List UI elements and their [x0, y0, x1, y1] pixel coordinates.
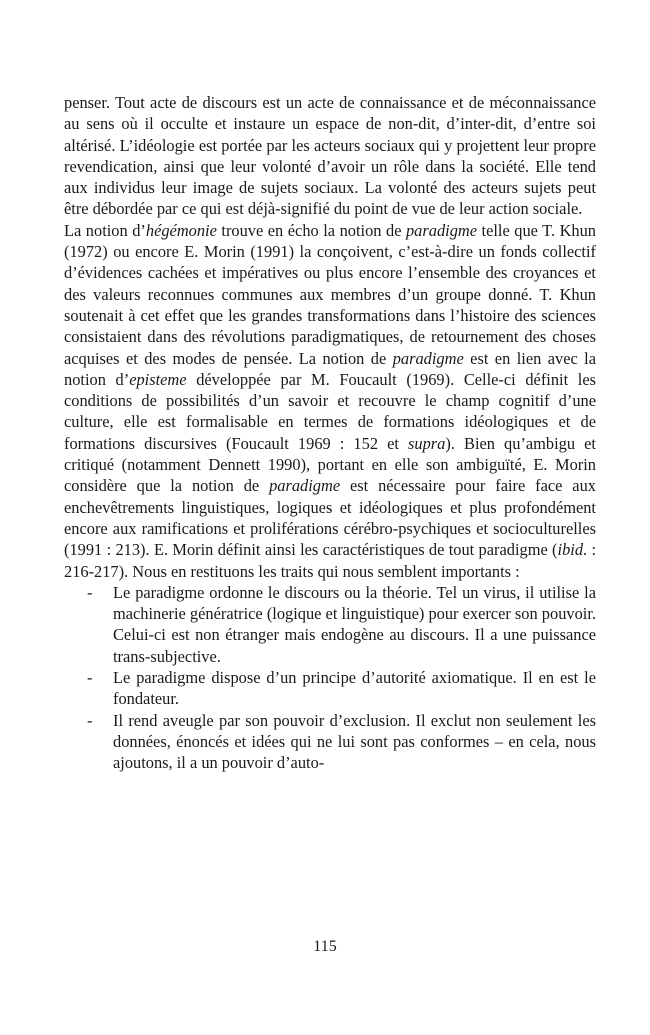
page-number: 115 — [313, 938, 337, 955]
list-dash: - — [87, 582, 93, 602]
text-run: trouve en écho la notion de — [216, 220, 406, 240]
page-body — [64, 92, 596, 774]
italic-term: episteme — [129, 369, 187, 389]
italic-term: hégémonie — [145, 220, 217, 240]
text-run: telle que T. Khun (1972) ou encore E. Morin (1991) la conçoivent, c’est-à-dire un fonds collectif d’évidences cachées et impératives ou plus encore l’ensemble des croyances et des valeurs reconnues communes aux membres d’un groupe donné. T. Khun soutenait à cet effet que les grandes transformations dans l’histoire des sciences consistaient dans des révolutions paradigmatiques, de retournement des choses acquises et des modes de pensée. La notion de — [64, 220, 596, 368]
text-run: penser. Tout acte de discours est un acte de connaissance et de méconnaissance au sens où il occulte et instaure un espace de non-dit, d’inter-dit, d’entre soi altérisé. L’idéologie est portée par les acteurs sociaux qui y projettent leur propre revendication, ainsi que leur volonté d’avoir un rôle dans la société. Elle tend aux individus leur image de sujets sociaux. La volonté des acteurs sujets peut être débordée par ce qui est déjà-signifié du point de vue de leur action sociale. — [64, 93, 596, 219]
list-dash: - — [87, 668, 93, 688]
list-item-text: Il rend aveugle par son pouvoir d’exclusion. Il exclut non seulement les données, énoncés et idées qui ne lui sont pas conformes – en cela, nous ajoutons, il a un pouvoir d’auto- — [113, 710, 596, 773]
list-item — [64, 710, 596, 774]
list-item-text: Le paradigme ordonne le discours ou la théorie. Tel un virus, il utilise la machinerie génératrice (logique et linguistique) pour exercer son pouvoir. Celui-ci est non étranger mais endogène au discours. Il a une puissance trans-subjective. — [113, 582, 596, 666]
italic-term: paradigme — [392, 348, 464, 368]
italic-term: ibid — [557, 540, 584, 560]
italic-term: supra — [408, 433, 446, 453]
paragraph-paradigm — [64, 220, 596, 582]
italic-term: paradigme — [269, 476, 341, 496]
text-run: est en lien avec la notion d’ — [64, 348, 597, 389]
text-run: La notion d’ — [64, 220, 146, 240]
list-item — [64, 582, 596, 667]
text-run: est nécessaire pour faire face aux enchevêtrements linguistiques, logiques et idéologiques et plus profondément encore aux ramifications et proliférations cérébro-psychiques et socioculturelles (1991 : 213). E. Morin définit ainsi les caractéristiques de tout paradigme ( — [64, 476, 596, 560]
paradigm-traits-list — [64, 582, 596, 774]
paragraph-ideology — [64, 92, 596, 220]
list-item — [64, 667, 596, 710]
text-run: ). Bien qu’ambigu et critiqué (notamment Dennett 1990), portant en elle son ambiguïté, E. Morin considère que la notion de — [64, 433, 596, 496]
text-run: développée par M. Foucault (1969). Celle-ci définit les conditions de possibilités d’un savoir et recouvre le champ cognitif d’une culture, elle est formalisable en termes de formations idéologiques et de formations discursives (Foucault 1969 : 152 et — [64, 369, 596, 453]
italic-term: paradigme — [405, 220, 478, 240]
text-run: . : 216-217). Nous en restituons les traits qui nous semblent importants : — [64, 540, 597, 581]
list-dash: - — [87, 710, 93, 730]
list-item-text: Le paradigme dispose d’un principe d’autorité axiomatique. Il en est le fondateur. — [113, 668, 596, 709]
